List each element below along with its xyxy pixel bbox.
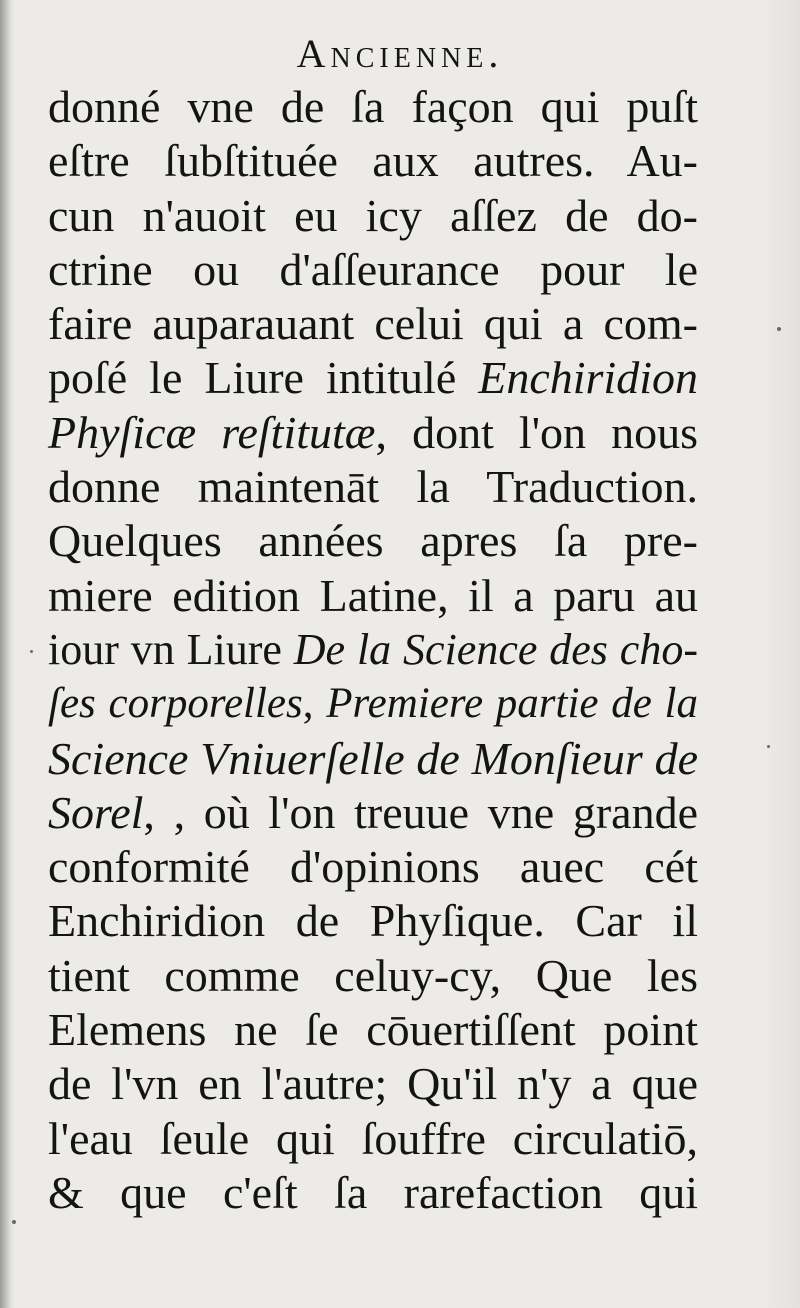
text-segment: donne maintenāt la Traduction.	[48, 461, 698, 513]
text-segment: tient comme celuy-cy, Que les	[48, 949, 698, 1001]
text-segment: cun n'auoit eu icy aſſez de do-	[48, 189, 698, 241]
text-line	[48, 786, 698, 840]
running-head: Ancienne.	[296, 31, 504, 76]
text-segment: ,	[302, 680, 327, 728]
text-segment: iour vn Liure	[48, 624, 294, 674]
text-line	[48, 297, 698, 351]
ink-speck	[777, 327, 781, 331]
text-segment: eſtre ſubſtituée aux autres. Au-	[48, 135, 698, 187]
text-line	[48, 894, 698, 948]
text-segment: ctrine ou d'aſſeurance pour le	[48, 243, 698, 295]
page-gutter-shadow	[0, 0, 14, 1308]
text-segment: & que c'eſt ſa rarefaction qui	[48, 1166, 698, 1218]
italic-text-segment: Phyſicæ reſtitutæ	[48, 406, 376, 458]
italic-text-segment: De la Science des cho-	[293, 624, 698, 674]
italic-text-segment: Science Vniuerſelle de Monſieur de	[48, 732, 698, 784]
text-segment: de l'vn en l'autre; Qu'il n'y a que	[48, 1058, 698, 1110]
body-text	[48, 80, 698, 1220]
text-segment: conformité d'opinions auec cét	[48, 841, 698, 893]
text-segment: donné vne de ſa façon qui puſt	[48, 81, 698, 132]
text-line	[48, 460, 698, 514]
text-segment: Quelques années apres ſa pre-	[48, 515, 698, 567]
text-line	[48, 514, 698, 568]
text-line	[48, 949, 698, 1003]
italic-text-segment: ſes corporelles	[48, 680, 303, 728]
text-line	[48, 406, 698, 460]
text-line	[48, 1166, 698, 1220]
text-segment: Elemens ne ſe cōuertiſſent point	[48, 1004, 698, 1056]
italic-text-segment: Sorel	[48, 786, 144, 838]
text-line	[48, 840, 698, 894]
text-segment: l'eau ſeule qui ſouffre circulatiō,	[48, 1112, 698, 1164]
text-line	[48, 134, 698, 188]
text-segment: , , où l'on treuue vne grande	[143, 786, 698, 838]
ink-speck	[30, 650, 33, 653]
text-segment: , dont l'on nous	[375, 406, 698, 458]
text-line	[48, 243, 698, 297]
page-right-edge	[760, 0, 800, 1308]
text-line	[48, 189, 698, 243]
ink-speck	[12, 1220, 16, 1224]
text-segment: faire auparauant celui qui a com-	[48, 298, 698, 350]
text-line	[48, 623, 698, 677]
text-line	[48, 351, 698, 405]
text-line	[48, 569, 698, 623]
text-line	[48, 80, 698, 134]
text-segment: poſé le Liure intitulé	[48, 352, 479, 404]
text-line	[48, 677, 698, 731]
text-line	[48, 1003, 698, 1057]
text-line	[48, 732, 698, 786]
ink-speck	[767, 745, 770, 748]
text-line	[48, 1057, 698, 1111]
italic-text-segment: Enchiridion	[478, 352, 698, 404]
text-segment: Enchiridion de Phyſique. Car il	[48, 895, 698, 947]
italic-text-segment: Premiere partie de la	[326, 680, 698, 728]
text-segment: miere edition Latine, il a paru au	[48, 569, 698, 621]
text-line	[48, 1112, 698, 1166]
